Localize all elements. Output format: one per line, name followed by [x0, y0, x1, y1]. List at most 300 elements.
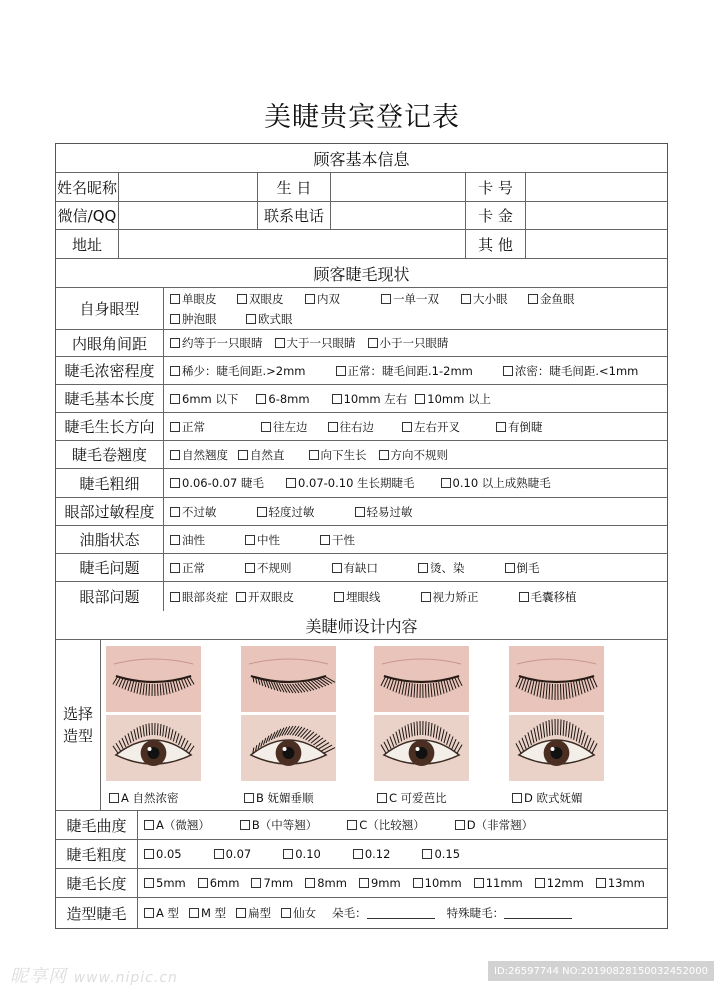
- style-label: B 妩媚垂顺: [256, 791, 314, 805]
- checkbox-option[interactable]: [240, 817, 317, 833]
- option-label: 不规则: [257, 560, 292, 575]
- checkbox-icon[interactable]: [170, 450, 180, 460]
- open-eye-photo[interactable]: [241, 715, 336, 781]
- option-label: C（比较翘）: [359, 818, 425, 832]
- option-label: 0.05: [156, 847, 182, 861]
- row-label: 眼部问题: [56, 582, 164, 611]
- checkbox-icon[interactable]: [170, 394, 180, 404]
- row-options: [164, 357, 667, 384]
- checkbox-icon[interactable]: [286, 478, 296, 488]
- option-label: 轻易过敏: [366, 504, 413, 519]
- checkbox-option[interactable]: [328, 419, 375, 435]
- checkbox-option[interactable]: [309, 447, 367, 463]
- option-label: 金鱼眼: [540, 291, 575, 306]
- status-row: [56, 357, 667, 385]
- option-label: 肿泡眼: [182, 311, 217, 326]
- checkbox-option[interactable]: [535, 876, 584, 890]
- checkbox-icon[interactable]: [347, 820, 357, 830]
- checkbox-option[interactable]: [246, 309, 326, 329]
- checkbox-icon[interactable]: [413, 878, 423, 888]
- checkbox-option[interactable]: [368, 335, 449, 351]
- checkbox-icon[interactable]: [421, 592, 431, 602]
- checkbox-option[interactable]: [422, 847, 460, 861]
- checkbox-option[interactable]: [170, 475, 264, 491]
- checkbox-icon[interactable]: [402, 422, 412, 432]
- row-label: 睫毛浓密程度: [56, 357, 164, 384]
- checkbox-option[interactable]: [251, 876, 293, 890]
- row-label: 油脂状态: [56, 526, 164, 553]
- checkbox-option[interactable]: [441, 475, 551, 491]
- form-title: 美睫贵宾登记表: [264, 102, 460, 133]
- checkbox-icon[interactable]: [283, 849, 293, 859]
- checkbox-icon[interactable]: [238, 450, 248, 460]
- checkbox-icon[interactable]: [144, 849, 154, 859]
- option-label: 开双眼皮: [248, 589, 294, 604]
- wechat-field[interactable]: [119, 202, 258, 229]
- option-label: B（中等翘）: [251, 818, 318, 832]
- section-basic-info: 顾客基本信息: [313, 149, 410, 169]
- option-label: 内双: [317, 291, 340, 306]
- status-row: [56, 526, 667, 554]
- checkbox-option[interactable]: [245, 532, 280, 548]
- checkbox-icon[interactable]: [512, 793, 522, 803]
- checkbox-icon[interactable]: [281, 908, 291, 918]
- checkbox-option[interactable]: [170, 504, 217, 520]
- checkbox-option[interactable]: [144, 876, 186, 890]
- option-label: 毛囊移植: [530, 589, 577, 604]
- birthday-field[interactable]: [331, 173, 466, 201]
- checkbox-icon[interactable]: [256, 394, 266, 404]
- row-options: [164, 554, 667, 581]
- checkbox-icon[interactable]: [245, 535, 255, 545]
- checkbox-option[interactable]: [256, 392, 309, 406]
- checkbox-option[interactable]: [170, 309, 246, 329]
- checkbox-option[interactable]: [144, 847, 182, 861]
- option-label: 0.10 以上成熟睫毛: [452, 476, 551, 490]
- style-option[interactable]: [377, 790, 447, 806]
- option-label: 10mm 左右: [343, 391, 408, 406]
- checkbox-option[interactable]: [286, 475, 415, 491]
- option-label: 5mm: [156, 876, 186, 890]
- open-eye-photo[interactable]: [509, 715, 604, 781]
- style-option[interactable]: [512, 790, 583, 806]
- row-options: [164, 288, 667, 329]
- checkbox-option[interactable]: [189, 905, 226, 921]
- checkbox-icon[interactable]: [170, 592, 180, 602]
- option-label: 6mm 以下: [182, 391, 239, 406]
- checkbox-option[interactable]: [236, 905, 271, 921]
- style-selection-label: 选择造型: [56, 640, 101, 810]
- open-eye-photo[interactable]: [374, 715, 469, 781]
- status-row: [56, 498, 667, 526]
- row-label: 睫毛粗度: [56, 840, 138, 868]
- checkbox-icon[interactable]: [377, 793, 387, 803]
- option-label: 12mm: [546, 876, 584, 890]
- checkbox-icon[interactable]: [236, 592, 246, 602]
- checkbox-icon[interactable]: [240, 820, 250, 830]
- checkbox-icon[interactable]: [170, 366, 180, 376]
- checkbox-option[interactable]: [238, 447, 285, 463]
- checkbox-option[interactable]: [421, 589, 479, 605]
- card-amount-field[interactable]: [526, 202, 667, 229]
- checkbox-icon[interactable]: [170, 535, 180, 545]
- style-label: D 欧式妩媚: [524, 791, 583, 805]
- row-label: 内眼角间距: [56, 330, 164, 356]
- checkbox-option[interactable]: [261, 419, 308, 435]
- checkbox-option[interactable]: [305, 289, 381, 309]
- option-label: A 型: [156, 906, 180, 920]
- option-label: 大于一只眼睛: [286, 336, 356, 350]
- checkbox-icon[interactable]: [332, 394, 342, 404]
- checkbox-option[interactable]: [334, 589, 381, 605]
- row-label: 睫毛粗细: [56, 469, 164, 497]
- row-options: [164, 526, 667, 553]
- checkbox-icon[interactable]: [144, 820, 154, 830]
- option-label: 11mm: [485, 876, 523, 890]
- checkbox-option[interactable]: [596, 876, 645, 890]
- option-label: 0.12: [364, 847, 391, 861]
- row-options: [138, 840, 667, 868]
- option-label: 油性: [182, 532, 205, 547]
- status-row: [56, 441, 667, 469]
- option-label: 干性: [332, 532, 355, 547]
- checkbox-option[interactable]: [320, 532, 355, 548]
- checkbox-icon[interactable]: [144, 908, 154, 918]
- checkbox-option[interactable]: [144, 905, 179, 921]
- checkbox-option[interactable]: [170, 560, 205, 576]
- option-label: 6mm: [209, 876, 240, 890]
- option-label: 眼部炎症: [182, 589, 228, 604]
- checkbox-icon[interactable]: [336, 366, 346, 376]
- checkbox-option[interactable]: [198, 876, 240, 890]
- option-label: 大小眼: [473, 291, 508, 306]
- option-label: 小于一只眼睛: [379, 336, 449, 350]
- checkbox-icon[interactable]: [368, 338, 378, 348]
- row-label: 睫毛卷翘度: [56, 441, 164, 468]
- option-label: 正常：睫毛间距.1-2mm: [347, 363, 473, 378]
- checkbox-option[interactable]: [332, 560, 379, 576]
- option-label: 左右开叉: [414, 419, 460, 434]
- checkbox-option[interactable]: [336, 363, 473, 379]
- status-row: [56, 554, 667, 582]
- checkbox-icon[interactable]: [144, 878, 154, 888]
- watermark-logo: 昵享网 www.nipic.cn: [10, 966, 178, 987]
- option-label: 10mm 以上: [427, 391, 491, 406]
- checkbox-icon[interactable]: [332, 563, 342, 573]
- option-label: 13mm: [607, 876, 645, 890]
- option-label: 向下生长: [320, 447, 367, 462]
- option-label: 烫、染: [430, 560, 465, 575]
- other-label: 其 他: [466, 230, 526, 258]
- checkbox-icon[interactable]: [170, 422, 180, 432]
- checkbox-option[interactable]: [455, 817, 533, 833]
- checkbox-icon[interactable]: [170, 294, 180, 304]
- address-field[interactable]: [119, 230, 466, 258]
- checkbox-icon[interactable]: [455, 820, 465, 830]
- closed-eye-photo[interactable]: [241, 646, 336, 712]
- checkbox-option[interactable]: [305, 876, 347, 890]
- design-row: [56, 898, 667, 928]
- row-label: 造型睫毛: [56, 898, 138, 928]
- row-options: [164, 582, 667, 611]
- option-label: 一单一双: [393, 291, 439, 306]
- style-label: A 自然浓密: [121, 791, 179, 805]
- design-row: [56, 840, 667, 869]
- row-options: [164, 330, 667, 356]
- wechat-label: 微信/QQ: [56, 202, 119, 229]
- option-label: 视力矫正: [432, 589, 479, 604]
- closed-eye-photo[interactable]: [106, 646, 201, 712]
- checkbox-icon[interactable]: [496, 422, 506, 432]
- checkbox-icon[interactable]: [109, 793, 119, 803]
- checkbox-option[interactable]: [144, 817, 210, 833]
- checkbox-option[interactable]: [214, 847, 252, 861]
- checkbox-icon[interactable]: [422, 849, 432, 859]
- checkbox-option[interactable]: [353, 847, 391, 861]
- style-label: C 可爱芭比: [389, 791, 447, 805]
- checkbox-icon[interactable]: [418, 563, 428, 573]
- status-row: [56, 288, 667, 330]
- option-label: 自然翘度: [182, 447, 228, 462]
- option-label: 扁型: [248, 906, 272, 920]
- checkbox-option[interactable]: [415, 391, 491, 407]
- checkbox-icon[interactable]: [244, 793, 254, 803]
- checkbox-icon[interactable]: [381, 294, 391, 304]
- row-options: [138, 869, 667, 897]
- checkbox-icon[interactable]: [170, 563, 180, 573]
- row-options: [138, 811, 667, 839]
- status-row: [56, 582, 667, 611]
- image-id-badge: ID:26597744 NO:20190828150032452000: [488, 961, 714, 981]
- checkbox-option[interactable]: [170, 363, 306, 379]
- checkbox-icon[interactable]: [535, 878, 545, 888]
- design-row: [56, 869, 667, 898]
- checkbox-icon[interactable]: [320, 535, 330, 545]
- checkbox-icon[interactable]: [246, 314, 256, 324]
- fill-in-field[interactable]: [504, 908, 572, 919]
- checkbox-option[interactable]: [413, 876, 462, 890]
- checkbox-option[interactable]: [474, 876, 523, 890]
- checkbox-icon[interactable]: [198, 878, 208, 888]
- option-label: M 型: [201, 906, 227, 920]
- address-label: 地址: [56, 230, 119, 258]
- phone-label: 联系电话: [258, 202, 331, 229]
- checkbox-icon[interactable]: [245, 563, 255, 573]
- checkbox-icon[interactable]: [328, 422, 338, 432]
- checkbox-option[interactable]: [170, 289, 237, 309]
- name-field[interactable]: [119, 173, 258, 201]
- option-label: 欧式眼: [258, 311, 293, 326]
- option-label: 0.07: [225, 847, 252, 861]
- checkbox-icon[interactable]: [441, 478, 451, 488]
- checkbox-option[interactable]: [170, 447, 228, 463]
- card-amount-label: 卡 金: [466, 202, 526, 229]
- open-eye-photo[interactable]: [106, 715, 201, 781]
- checkbox-icon[interactable]: [359, 878, 369, 888]
- checkbox-icon[interactable]: [503, 366, 513, 376]
- checkbox-icon[interactable]: [474, 878, 484, 888]
- row-label: 睫毛基本长度: [56, 385, 164, 412]
- checkbox-icon[interactable]: [237, 294, 247, 304]
- option-label: 8mm: [317, 876, 347, 890]
- checkbox-icon[interactable]: [596, 878, 606, 888]
- option-label: 仙女: [293, 906, 317, 920]
- checkbox-icon[interactable]: [214, 849, 224, 859]
- option-label: 6-8mm: [268, 391, 310, 406]
- status-row: [56, 469, 667, 498]
- option-label: 轻度过敏: [268, 504, 315, 519]
- option-label: 中性: [257, 532, 280, 547]
- name-label: 姓名昵称: [56, 173, 119, 201]
- checkbox-option[interactable]: [170, 391, 238, 407]
- row-options: [164, 469, 667, 497]
- checkbox-icon[interactable]: [415, 394, 425, 404]
- section-lash-status: 顾客睫毛现状: [313, 264, 410, 284]
- checkbox-option[interactable]: [496, 419, 543, 435]
- checkbox-option[interactable]: [381, 289, 461, 309]
- checkbox-icon[interactable]: [505, 563, 515, 573]
- checkbox-option[interactable]: [418, 560, 465, 576]
- option-label: 往左边: [273, 419, 308, 434]
- status-row: [56, 413, 667, 441]
- checkbox-icon[interactable]: [251, 878, 261, 888]
- option-label: 约等于一只眼睛: [182, 336, 263, 350]
- row-options: [164, 498, 667, 525]
- row-options: [164, 385, 667, 412]
- checkbox-icon[interactable]: [189, 908, 199, 918]
- fill-in-label: 特殊睫毛：: [446, 906, 505, 920]
- option-label: 不过敏: [182, 504, 217, 519]
- card-no-label: 卡 号: [466, 173, 526, 201]
- checkbox-icon[interactable]: [305, 294, 315, 304]
- option-label: 自然直: [250, 447, 285, 462]
- option-label: 10mm: [424, 876, 462, 890]
- option-label: 方向不规则: [390, 447, 448, 462]
- option-label: 0.06-0.07 睫毛: [182, 476, 265, 490]
- option-label: 0.10: [295, 847, 321, 861]
- checkbox-icon[interactable]: [257, 507, 267, 517]
- closed-eye-photo[interactable]: [374, 646, 469, 712]
- checkbox-icon[interactable]: [170, 507, 180, 517]
- lash-status-rows: [56, 288, 667, 611]
- option-label: 7mm: [263, 876, 294, 890]
- row-options: [164, 413, 667, 440]
- option-label: 单眼皮: [182, 291, 217, 306]
- status-row: [56, 330, 667, 357]
- design-row: [56, 811, 667, 840]
- row-label: 睫毛长度: [56, 869, 138, 897]
- checkbox-option[interactable]: [245, 560, 292, 576]
- style-gallery: [101, 640, 667, 810]
- checkbox-option[interactable]: [275, 335, 356, 351]
- checkbox-option[interactable]: [461, 289, 528, 309]
- checkbox-option[interactable]: [528, 289, 596, 309]
- option-label: A（微翘）: [156, 818, 210, 832]
- style-selection: [56, 640, 667, 811]
- checkbox-option[interactable]: [355, 504, 413, 520]
- option-label: 往右边: [339, 419, 374, 434]
- option-label: 正常: [182, 560, 205, 575]
- checkbox-option[interactable]: [236, 589, 294, 605]
- checkbox-icon[interactable]: [528, 294, 538, 304]
- option-label: 9mm: [370, 876, 401, 890]
- checkbox-option[interactable]: [237, 289, 305, 309]
- checkbox-option[interactable]: [332, 391, 408, 407]
- checkbox-option[interactable]: [257, 504, 315, 520]
- checkbox-option[interactable]: [379, 447, 449, 463]
- checkbox-icon[interactable]: [236, 908, 246, 918]
- option-label: 埋眼线: [346, 589, 381, 604]
- checkbox-option[interactable]: [503, 363, 639, 379]
- checkbox-option[interactable]: [359, 876, 401, 890]
- section-design: 美睫师设计内容: [305, 616, 418, 636]
- option-label: 稀少：睫毛间距.>2mm: [182, 363, 306, 378]
- checkbox-option[interactable]: [170, 589, 228, 605]
- checkbox-icon[interactable]: [275, 338, 285, 348]
- design-rows: [56, 811, 667, 928]
- checkbox-icon[interactable]: [519, 592, 529, 602]
- option-label: 浓密：睫毛间距.<1mm: [514, 363, 639, 378]
- status-row: [56, 385, 667, 413]
- style-option[interactable]: [244, 790, 314, 806]
- fill-in-field[interactable]: [367, 908, 435, 919]
- option-label: 双眼皮: [249, 291, 284, 306]
- checkbox-option[interactable]: [519, 589, 577, 605]
- closed-eye-photo[interactable]: [509, 646, 604, 712]
- checkbox-icon[interactable]: [170, 478, 180, 488]
- checkbox-option[interactable]: [170, 335, 263, 351]
- row-label: 睫毛生长方向: [56, 413, 164, 440]
- option-label: 有倒睫: [508, 419, 543, 434]
- checkbox-icon[interactable]: [353, 849, 363, 859]
- phone-field[interactable]: [331, 202, 466, 229]
- checkbox-option[interactable]: [505, 560, 540, 576]
- registration-form: [55, 143, 668, 929]
- checkbox-icon[interactable]: [461, 294, 471, 304]
- row-label: 睫毛曲度: [56, 811, 138, 839]
- checkbox-icon[interactable]: [355, 507, 365, 517]
- option-label: 正常: [182, 419, 205, 434]
- option-label: 0.15: [434, 847, 461, 861]
- option-label: D（非常翘）: [466, 818, 534, 832]
- checkbox-icon[interactable]: [309, 450, 319, 460]
- checkbox-icon[interactable]: [170, 338, 180, 348]
- option-label: 0.07-0.10 生长期睫毛: [298, 476, 415, 490]
- checkbox-option[interactable]: [347, 817, 425, 833]
- option-label: 有缺口: [343, 560, 378, 575]
- option-label: 倒毛: [516, 560, 540, 575]
- checkbox-option[interactable]: [283, 847, 321, 861]
- other-field[interactable]: [526, 230, 667, 258]
- checkbox-option[interactable]: [281, 905, 316, 921]
- fill-in-label: 朵毛：: [332, 906, 367, 920]
- row-options: [138, 898, 667, 928]
- checkbox-icon[interactable]: [305, 878, 315, 888]
- card-no-field[interactable]: [526, 173, 667, 201]
- checkbox-option[interactable]: [402, 419, 460, 435]
- row-options: [164, 441, 667, 468]
- checkbox-icon[interactable]: [334, 592, 344, 602]
- checkbox-icon[interactable]: [170, 314, 180, 324]
- checkbox-option[interactable]: [170, 532, 205, 548]
- style-option[interactable]: [109, 790, 179, 806]
- checkbox-option[interactable]: [170, 419, 205, 435]
- birthday-label: 生 日: [258, 173, 331, 201]
- row-label: 睫毛问题: [56, 554, 164, 581]
- row-label: 自身眼型: [56, 288, 164, 329]
- checkbox-icon[interactable]: [261, 422, 271, 432]
- checkbox-icon[interactable]: [379, 450, 389, 460]
